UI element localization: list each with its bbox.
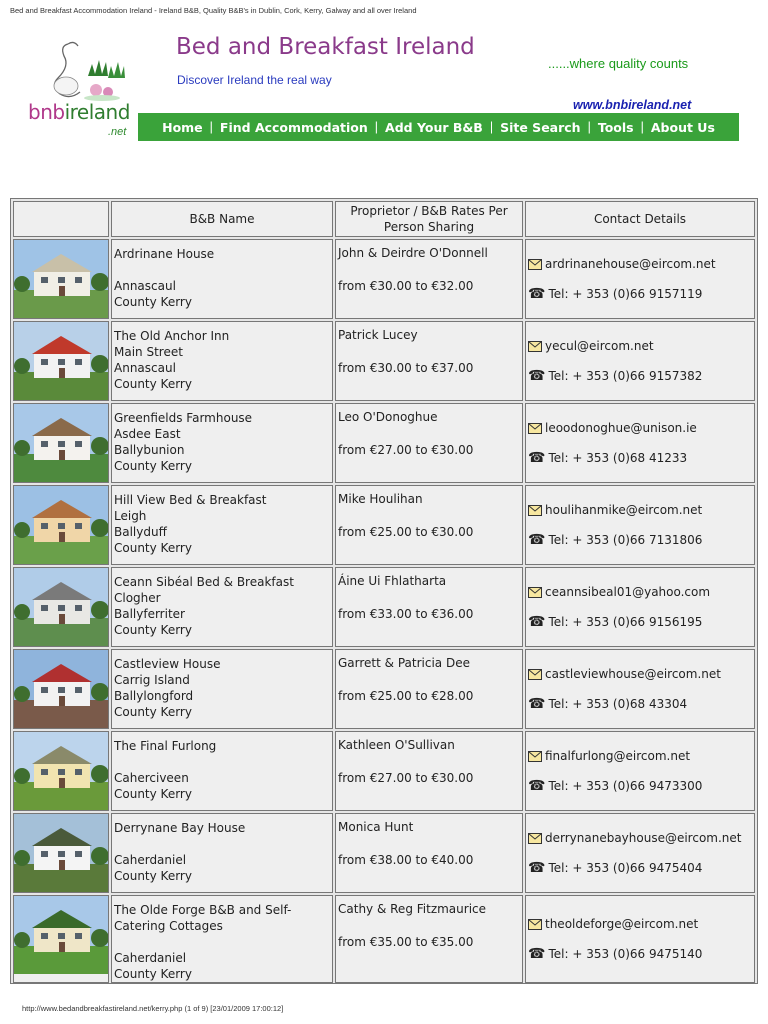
phone-number: Tel: + 353 (0)66 9473300	[548, 779, 703, 793]
main-nav	[138, 113, 739, 141]
name-line: Clogher	[114, 591, 161, 605]
email-row	[528, 420, 752, 436]
nav-add-your-bb[interactable]: Add Your B&B	[385, 119, 483, 135]
contact-cell	[525, 813, 755, 893]
email-link[interactable]: houlihanmike@eircom.net	[545, 503, 703, 517]
proprietor-cell	[335, 649, 523, 729]
name-line: The Old Anchor Inn	[114, 329, 230, 343]
email-row	[528, 666, 752, 682]
property-photo[interactable]	[13, 485, 109, 565]
envelope-icon	[528, 423, 542, 434]
house-photo-icon	[14, 240, 108, 318]
proprietor-cell	[335, 403, 523, 483]
house-photo-icon	[14, 486, 108, 564]
property-photo[interactable]	[13, 649, 109, 729]
nav-separator: |	[640, 120, 644, 134]
rate-text: from €27.00 to €30.00	[338, 443, 474, 457]
name-line: Asdee East	[114, 427, 181, 441]
house-photo-icon	[14, 322, 108, 400]
phone-row	[528, 614, 752, 630]
envelope-icon	[528, 587, 542, 598]
name-line: Carrig Island	[114, 673, 190, 687]
table-row	[13, 485, 755, 565]
phone-row	[528, 696, 752, 712]
telephone-icon: ☎	[528, 532, 546, 548]
phone-row	[528, 532, 752, 548]
envelope-icon	[528, 505, 542, 516]
name-line: Leigh	[114, 509, 147, 523]
name-line: County Kerry	[114, 623, 192, 637]
bb-name-cell	[111, 813, 333, 893]
bb-name-cell	[111, 403, 333, 483]
envelope-icon	[528, 833, 542, 844]
name-line: Main Street	[114, 345, 183, 359]
email-link[interactable]: ceannsibeal01@yahoo.com	[545, 585, 711, 599]
contact-cell	[525, 567, 755, 647]
house-photo-icon	[14, 814, 108, 892]
rate-text: from €38.00 to €40.00	[338, 853, 474, 867]
rate-text: from €25.00 to €28.00	[338, 689, 474, 703]
name-line: County Kerry	[114, 541, 192, 555]
telephone-icon: ☎	[528, 368, 546, 384]
phone-row	[528, 286, 752, 302]
proprietor-cell	[335, 485, 523, 565]
table-header-row	[13, 201, 755, 237]
telephone-icon: ☎	[528, 946, 546, 962]
property-photo[interactable]	[13, 321, 109, 401]
telephone-icon: ☎	[528, 778, 546, 794]
bb-name-cell	[111, 567, 333, 647]
telephone-icon: ☎	[528, 860, 546, 876]
table-row	[13, 813, 755, 893]
proprietor-cell	[335, 895, 523, 983]
logo-net: .net	[108, 126, 127, 138]
name-line: Ballyferriter	[114, 607, 185, 621]
email-row	[528, 338, 752, 354]
table-row	[13, 731, 755, 811]
name-line: Ceann Sibéal Bed & Breakfast	[114, 575, 294, 589]
name-line: Derrynane Bay House	[114, 821, 246, 835]
rate-text: from €30.00 to €32.00	[338, 279, 474, 293]
logo-wordmark: bnbireland	[28, 100, 130, 124]
phone-row	[528, 450, 752, 466]
name-line: Ballylongford	[114, 689, 194, 703]
contact-cell	[525, 485, 755, 565]
contact-cell	[525, 403, 755, 483]
name-line: Ballybunion	[114, 443, 185, 457]
site-logo[interactable]	[28, 38, 138, 142]
proprietor-cell	[335, 567, 523, 647]
telephone-icon: ☎	[528, 286, 546, 302]
bb-name-cell	[111, 239, 333, 319]
nav-separator: |	[209, 120, 213, 134]
header-name: B&B Name	[111, 201, 333, 237]
email-row	[528, 502, 752, 518]
nav-tools[interactable]: Tools	[597, 119, 634, 135]
listing-table-container	[10, 198, 758, 984]
nav-site-search[interactable]: Site Search	[500, 119, 581, 135]
phone-row	[528, 860, 752, 876]
contact-cell	[525, 239, 755, 319]
table-row	[13, 567, 755, 647]
telephone-icon: ☎	[528, 696, 546, 712]
print-header: Bed and Breakfast Accommodation Ireland - Ireland B&B, Quality B&B's in Dublin, Cork, Kerry, Galway and all over Ireland	[10, 6, 417, 15]
name-line: Ardrinane House	[114, 247, 215, 261]
proprietor-name: Monica Hunt	[338, 820, 414, 834]
email-link[interactable]: ardrinanehouse@eircom.net	[545, 257, 716, 271]
header-contact: Contact Details	[525, 201, 755, 237]
header-owner: Proprietor / B&B Rates Per Person Sharing	[335, 201, 523, 237]
bb-name-cell	[111, 321, 333, 401]
proprietor-cell	[335, 239, 523, 319]
name-line	[114, 262, 330, 278]
bb-name-cell	[111, 485, 333, 565]
site-title: Bed and Breakfast Ireland	[176, 34, 475, 60]
proprietor-name: Kathleen O'Sullivan	[338, 738, 455, 752]
bb-name-cell	[111, 731, 333, 811]
bb-name-cell	[111, 895, 333, 983]
listing-table	[11, 199, 757, 985]
email-row	[528, 830, 752, 846]
proprietor-cell	[335, 321, 523, 401]
envelope-icon	[528, 751, 542, 762]
envelope-icon	[528, 919, 542, 930]
name-line: County Kerry	[114, 295, 192, 309]
name-line	[114, 934, 330, 950]
name-line: Caherdaniel	[114, 951, 187, 965]
phone-number: Tel: + 353 (0)66 7131806	[548, 533, 703, 547]
house-photo-icon	[14, 650, 108, 728]
property-photo[interactable]	[13, 239, 109, 319]
phone-number: Tel: + 353 (0)66 9156195	[548, 615, 703, 629]
name-line: County Kerry	[114, 787, 192, 801]
name-line: County Kerry	[114, 705, 192, 719]
name-line: County Kerry	[114, 459, 192, 473]
rate-text: from €25.00 to €30.00	[338, 525, 474, 539]
table-row	[13, 649, 755, 729]
name-line: County Kerry	[114, 377, 192, 391]
email-link[interactable]: finalfurlong@eircom.net	[545, 749, 691, 763]
name-line: Annascaul	[114, 361, 176, 375]
property-photo[interactable]	[13, 895, 109, 983]
name-line: Annascaul	[114, 279, 176, 293]
nav-about-us[interactable]: About Us	[650, 119, 715, 135]
telephone-icon: ☎	[528, 450, 546, 466]
bb-name-cell	[111, 649, 333, 729]
nav-find-accommodation[interactable]: Find Accommodation	[219, 119, 368, 135]
envelope-icon	[528, 259, 542, 270]
email-link[interactable]: yecul@eircom.net	[545, 339, 654, 353]
table-row	[13, 895, 755, 983]
nav-separator: |	[489, 120, 494, 134]
swan-logo-icon	[28, 38, 138, 108]
house-photo-icon	[14, 732, 108, 810]
name-line: The Olde Forge B&B and Self-	[114, 903, 292, 917]
proprietor-name: Cathy & Reg Fitzmaurice	[338, 902, 487, 916]
email-row	[528, 584, 752, 600]
phone-number: Tel: + 353 (0)66 9475404	[548, 861, 703, 875]
name-line: Caherdaniel	[114, 853, 187, 867]
proprietor-name: Garrett & Patricia Dee	[338, 656, 470, 670]
proprietor-cell	[335, 813, 523, 893]
site-motto: ......where quality counts	[548, 56, 689, 71]
email-row	[528, 916, 752, 932]
property-photo[interactable]	[13, 567, 109, 647]
table-row	[13, 321, 755, 401]
phone-row	[528, 368, 752, 384]
proprietor-name: Patrick Lucey	[338, 328, 418, 342]
contact-cell	[525, 731, 755, 811]
rate-text: from €27.00 to €30.00	[338, 771, 474, 785]
phone-number: Tel: + 353 (0)66 9157119	[548, 287, 703, 301]
rate-text: from €35.00 to €35.00	[338, 935, 474, 949]
property-photo[interactable]	[13, 403, 109, 483]
email-row	[528, 748, 752, 764]
envelope-icon	[528, 669, 542, 680]
name-line: Castleview House	[114, 657, 221, 671]
nav-separator: |	[587, 120, 591, 134]
phone-number: Tel: + 353 (0)68 43304	[548, 697, 688, 711]
table-row	[13, 403, 755, 483]
name-line: County Kerry	[114, 869, 192, 883]
house-photo-icon	[14, 896, 108, 974]
proprietor-name: Mike Houlihan	[338, 492, 423, 506]
name-line	[114, 836, 330, 852]
contact-cell	[525, 649, 755, 729]
name-line: Catering Cottages	[114, 919, 223, 933]
house-photo-icon	[14, 568, 108, 646]
proprietor-name: Leo O'Donoghue	[338, 410, 438, 424]
name-line: Greenfields Farmhouse	[114, 411, 253, 425]
name-line: The Final Furlong	[114, 739, 217, 753]
proprietor-name: Áine Ui Fhlatharta	[338, 574, 447, 588]
property-photo[interactable]	[13, 813, 109, 893]
print-footer: http://www.bedandbreakfastireland.net/kerry.php (1 of 9) [23/01/2009 17:00:12]	[22, 1004, 284, 1013]
phone-row	[528, 778, 752, 794]
contact-cell	[525, 895, 755, 983]
phone-number: Tel: + 353 (0)68 41233	[548, 451, 688, 465]
rate-text: from €30.00 to €37.00	[338, 361, 474, 375]
name-line: Caherciveen	[114, 771, 189, 785]
table-row	[13, 239, 755, 319]
site-tagline: Discover Ireland the real way	[177, 73, 332, 87]
email-link[interactable]: derrynanebayhouse@eircom.net	[545, 831, 742, 845]
nav-separator: |	[374, 120, 379, 134]
contact-cell	[525, 321, 755, 401]
email-row	[528, 256, 752, 272]
proprietor-cell	[335, 731, 523, 811]
name-line: County Kerry	[114, 967, 192, 981]
house-photo-icon	[14, 404, 108, 482]
email-link[interactable]: leoodonoghue@unison.ie	[545, 421, 697, 435]
envelope-icon	[528, 341, 542, 352]
phone-number: Tel: + 353 (0)66 9157382	[548, 369, 703, 383]
nav-home[interactable]: Home	[162, 119, 203, 135]
property-photo[interactable]	[13, 731, 109, 811]
header-photo	[13, 201, 109, 237]
name-line	[114, 754, 330, 770]
proprietor-name: John & Deirdre O'Donnell	[338, 246, 488, 260]
telephone-icon: ☎	[528, 614, 546, 630]
email-link[interactable]: castleviewhouse@eircom.net	[545, 667, 721, 681]
site-url-link[interactable]: www.bnbireland.net	[573, 98, 692, 112]
email-link[interactable]: theoldeforge@eircom.net	[545, 917, 699, 931]
rate-text: from €33.00 to €36.00	[338, 607, 474, 621]
name-line: Ballyduff	[114, 525, 167, 539]
name-line: Hill View Bed & Breakfast	[114, 493, 267, 507]
phone-row	[528, 946, 752, 962]
phone-number: Tel: + 353 (0)66 9475140	[548, 947, 703, 961]
